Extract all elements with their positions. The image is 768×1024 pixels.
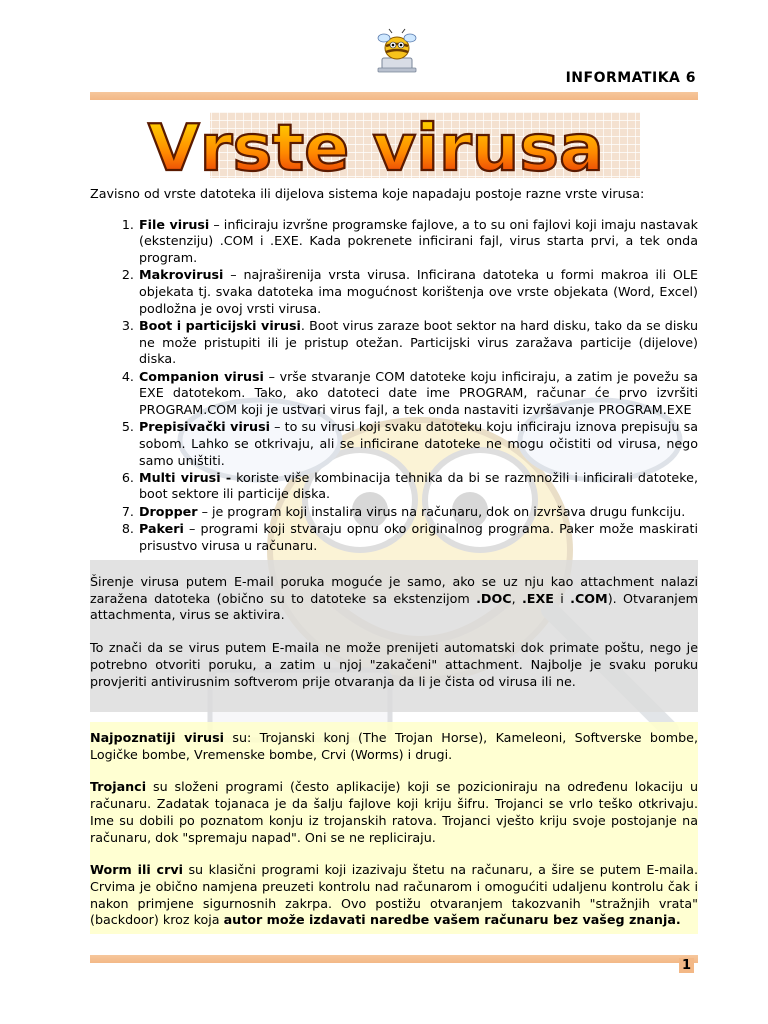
email-section [90,574,698,706]
list-item [138,504,698,521]
email-paragraph-2: To znači da se virus putem E-maila ne može prenijeti automatski dok primate poštu, nego je potrebno otvoriti poruku, a zatim u njoj "zakačeni" attachment. Najbolje je svaku poruku provjeriti antivirusnim softverom prije otvaranja da li je čista od virusa ili ne. [90,640,698,689]
list-item [138,419,698,469]
list-item [138,470,698,503]
list-item-term: File virusi [139,216,210,232]
trojan-label: Trojanci [90,779,147,795]
list-item-text: – to su virusi koji svaku datoteku koju inficiraju iznova prepisuju sa sobom. Lahko se otkrivaju, ali se inficirane datoteke ne mogu očistiti od virusa, nego samo uništiti. [139,419,698,468]
list-item-term: Multi virusi - [139,469,232,485]
list-item-text: – inficiraju izvršne programske fajlove, a to su oni fajlovi koji imaju nastavak (ekstenziju) .COM i .EXE. Kada pokrenete inficirani fajl, virus starta prvi, a tek onda program. [139,216,698,266]
virus-types-list [90,217,698,555]
known-text: su: Trojanski konj (The Trojan Horse), Kameleoni, Softverske bombe, Logičke bombe, Vremenske bombe, Crvi (Worms) i drugi. [90,730,698,762]
list-item-term: Companion virusi [139,368,264,384]
worm-text: su klasični programi koji izazivaju štetu na računaru, a šire se putem E-maila. Crvima je obično namjena preuzeti kontrolu nad računarom i omogućiti udaljenu kontrolu čak i nakon primjene sigurnosnih zakrpa. Ovo postižu otvaranjem takozvanih "stražnjih vrata" (backdoor) kroz koja [90,862,699,928]
list-item-text: – vrše stvaranje COM datoteke koju inficiraju, a zatim je povežu sa EXE datotekom. Tako, ako datoteci date ime PROGRAM, računar će prvo izvršiti PROGRAM.COM koji je ustvari virus fajl, a tek onda nastaviti izvršavanje PROGRAM.EXE [139,368,699,417]
trojan-paragraph [90,779,698,846]
list-item [138,318,698,368]
content [90,186,698,555]
list-item-term: Prepisivački virusi [139,419,270,435]
list-item-text: – najraširenija vrsta virusa. Inficirana datoteka u formi makroa ili OLE objekata tj. svaka datoteka ima mogućnost korištenja ove vrste objekata (Word, Excel) podložna je ovoj vrsti virusa. [139,267,698,316]
list-item-text: . Boot virus zaraze boot sektor na hard disku, tako da se disku ne može pristupiti ili je pristup otežan. Particijski virus zaražava particije (dijelove) diska. [139,317,698,367]
bee-computer-logo-icon [372,28,420,74]
worm-bold-end: autor može izdavati naredbe vašem računaru bez vašeg znanja. [223,912,681,928]
email-text: Širenje virusa putem E-mail poruka moguće je samo, ako se uz nju kao attachment nalazi zaražena datoteka (obično su to datoteke sa ekstenzijom [90,574,698,606]
list-item-text: koriste više kombinacija tehnika da bi se razmnožili i inficirali datoteke, boot sektore ili particije diska. [139,469,698,502]
ext-exe: .EXE [521,590,554,606]
header-title: INFORMATIKA 6 [565,70,696,86]
header-rule [90,92,698,100]
trojan-text: su složeni programi (često aplikacije) koji se pozicioniraju na određenu lokaciju u računaru. Zadatak tojanaca je da šalju fajlove koji kriju šifru. Trojanci se vrlo teško otkrivaju. Ime su dobili po poznatom konju iz trojanskih ratova. Trojanci vješto kriju svoje postojanje na računaru, dok "spremaju napad". Oni se ne repliciraju. [90,779,698,845]
list-item-term: Pakeri [139,520,184,536]
known-paragraph [90,730,698,763]
ext-com: .COM [570,590,608,606]
main-title-text: Vrste virusa [148,112,604,186]
worm-label: Worm ili crvi [90,862,183,878]
list-item [138,217,698,267]
email-paragraph-1 [90,574,698,624]
list-item-term: Dropper [139,503,198,519]
separator: , [511,590,522,606]
list-item-term: Boot i particijski virusi [139,317,301,333]
ext-doc: .DOC [476,590,512,606]
separator: i [553,590,571,606]
known-viruses-section [90,730,698,945]
list-item-text: – je program koji instalira virus na računaru, dok on izvršava drugu funkciju. [197,503,686,519]
list-item [138,267,698,317]
footer-rule [90,955,698,963]
worm-paragraph [90,862,698,929]
main-title [140,104,640,188]
known-label: Najpoznatiji virusi [90,730,224,745]
list-item-text: – programi koji stvaraju opnu oko originalnog programa. Paker može maskirati prisustvo virusa u računaru. [139,520,698,553]
list-item [138,521,698,554]
email-text: ). Otvaranjem attachmenta, virus se aktivira. [90,590,698,623]
list-item-term: Makrovirusi [139,267,224,283]
list-item [138,369,698,419]
page-number: 1 [679,958,694,973]
intro-paragraph: Zavisno od vrste datoteka ili dijelova sistema koje napadaju postoje razne vrste virusa: [90,186,645,201]
